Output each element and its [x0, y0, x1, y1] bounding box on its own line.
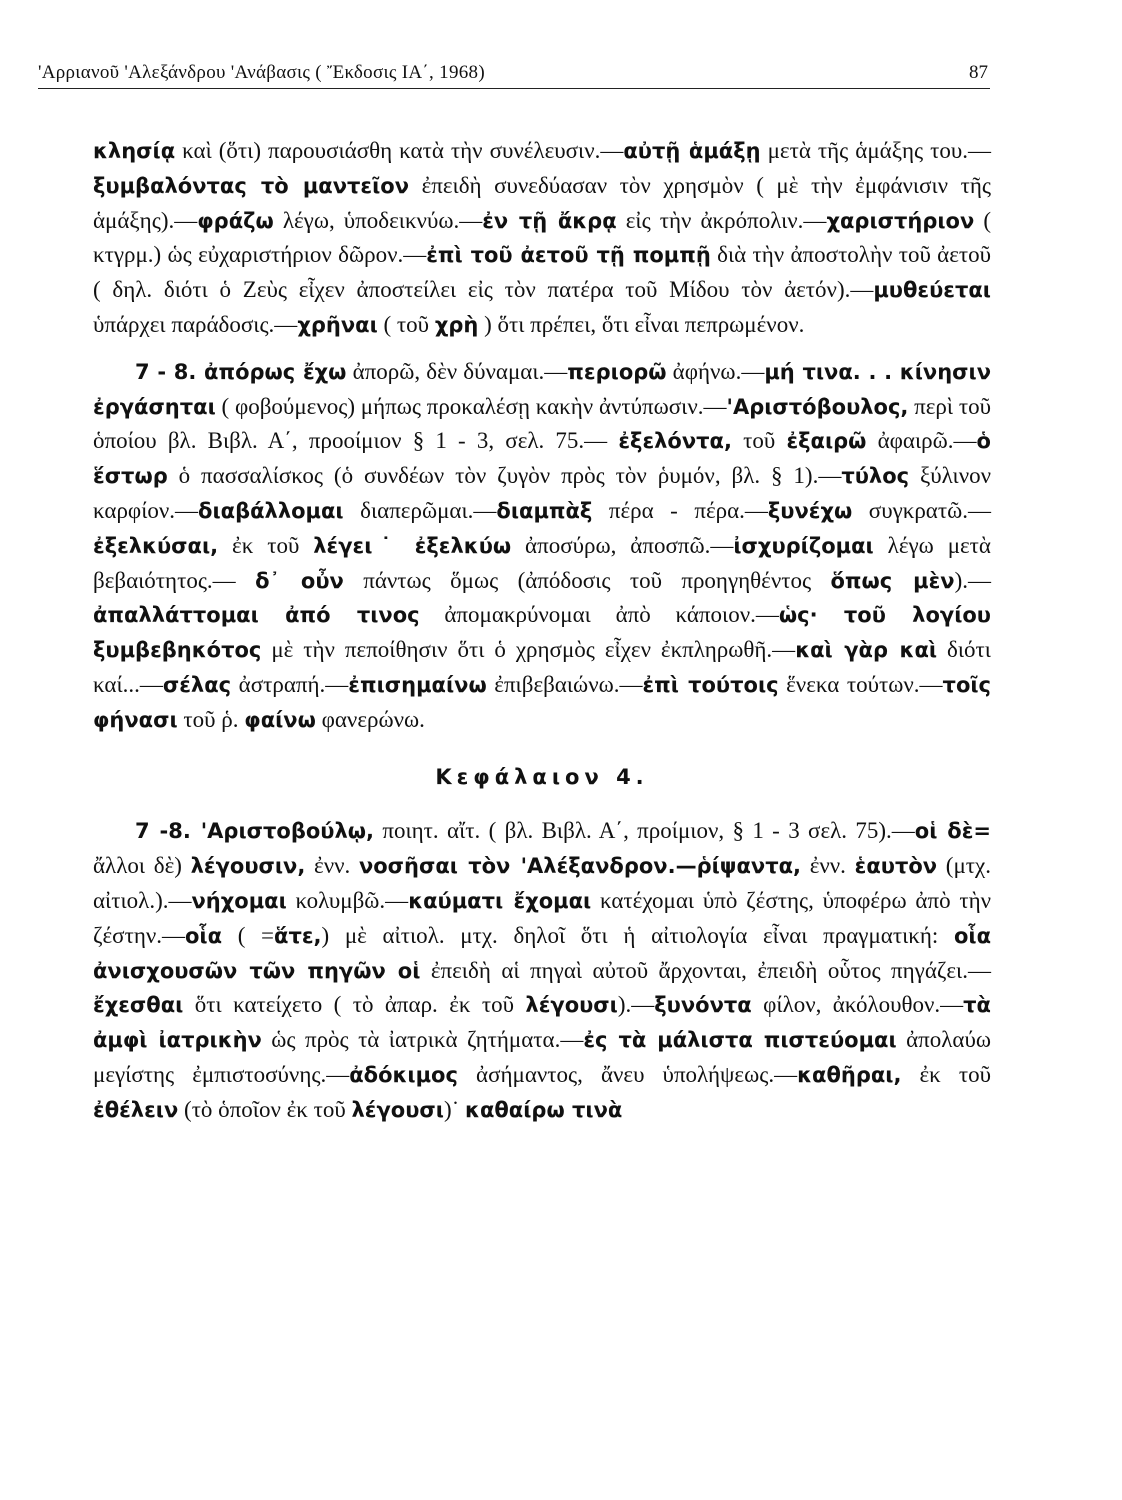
gloss-text: διὰ τὴν ἀποστολὴν τοῦ ἀετοῦ ( δηλ. διότι ὁ Ζεὺς εἶχεν ἀποστείλει εἰς τὸν πατέρα τοῦ Μίδου τὸν ἀετόν).— — [93, 242, 991, 303]
gloss-text: διότι καί...— — [93, 637, 991, 697]
lemma-term: ἐπὶ τοῦ ἀετοῦ τῇ πομπῇ — [426, 243, 711, 268]
gloss-text: ἀπορῶ, δὲν δύναμαι.— — [346, 358, 568, 384]
gloss-text: ἕνεκα τούτων.— — [778, 671, 943, 697]
gloss-text: συγκρατῶ.— — [852, 497, 991, 523]
lemma-term: ἐθέλειν — [93, 1097, 179, 1122]
chapter-heading: Κεφάλαιον 4. — [435, 764, 649, 789]
gloss-text: ἀσήμαντος, ἄνευ ὑπολήψεως.— — [457, 1061, 798, 1087]
gloss-text: πάντως ὅμως (ἀπόδοσις τοῦ προηγηθέντος — [343, 567, 831, 593]
gloss-text: τοῦ — [731, 428, 787, 454]
lemma-term: ἰσχυρίζομαι — [733, 533, 874, 558]
gloss-text: περὶ τοῦ ὁποίου βλ. Βιβλ. Α΄, προοίμιον § 1 - 3, σελ. 75.— — [93, 393, 991, 454]
lemma-term: δ᾽ οὖν — [255, 568, 344, 593]
lemma-term: τοῖς φήνασι — [93, 672, 992, 732]
gloss-text: ( = — [222, 922, 275, 948]
lemma-term: ἐπισημαίνω — [348, 672, 487, 697]
lemma-term: τὰ ἀμφὶ ἰατρικὴν — [93, 993, 991, 1053]
lemma-term: καθῆραι, — [797, 1062, 902, 1087]
lemma-term: οἷα — [185, 923, 223, 948]
lemma-term: μυθεύεται — [873, 278, 991, 303]
lemma-term: 'Αριστόβουλος, — [726, 394, 909, 419]
lemma-term: ἔχεσθαι — [93, 993, 184, 1018]
lemma-term: περιορῶ — [567, 359, 667, 384]
gloss-text: ἐνν. — [305, 853, 359, 879]
gloss-text: κολυμβῶ.— — [286, 887, 409, 913]
gloss-text: ἐκ τοῦ — [901, 1061, 991, 1087]
lemma-term: καθαίρω τινὰ — [465, 1097, 623, 1122]
gloss-text: ἀπολαύω μεγίστης ἐμπιστοσύνης.— — [93, 1027, 991, 1087]
gloss-text: ἐνν. — [801, 853, 855, 879]
gloss-text: ) ὅτι πρέπει, ὅτι εἶναι πεπρωμένον. — [478, 311, 805, 337]
lemma-term: καύματι ἔχομαι — [408, 888, 592, 913]
gloss-text: ὅτι κατείχετο ( τὸ ἀπαρ. ἐκ τοῦ — [183, 992, 526, 1018]
gloss-text: ὁ πασσαλίσκος (ὁ συνδέων τὸν ζυγὸν πρὸς τὸν ῥυμόν, βλ. § 1).— — [167, 463, 842, 489]
lemma-term: ἅτε, — [274, 923, 322, 948]
paragraph-section-7-8 — [93, 355, 991, 738]
gloss-text: μὲ τὴν πεποίθησιν ὅτι ὁ χρησμὸς εἶχεν ἐκπληρωθῆ.— — [261, 637, 796, 663]
lemma-term: ὅπως μὲν — [830, 568, 955, 593]
body-text — [93, 134, 991, 1128]
gloss-text: ἀποσύρω, ἀποσπῶ.— — [511, 532, 734, 558]
lemma-term: μή τινα. . . κίνησιν ἐργάσηται — [93, 359, 992, 419]
lemma-term: αὐτῇ ἁμάξῃ — [623, 139, 761, 163]
lemma-term: ξυνόντα — [654, 993, 752, 1018]
lemma-term: λέγουσι — [525, 993, 618, 1018]
gloss-text: ἐπειδὴ συνεδύασαν τὸν χρησμὸν ( μὲ τὴν ἐμφάνισιν τῆς ἁμάξης).— — [93, 172, 991, 233]
gloss-text: ἐπειδὴ αἱ πηγαὶ αὐτοῦ ἄρχονται, ἐπειδὴ οὗτος πηγάζει.— — [420, 957, 991, 983]
running-header — [38, 58, 990, 89]
gloss-text: λέγω μετὰ βεβαιότητος.— — [93, 532, 991, 593]
gloss-text: λέγω, ὑποδεικνύω.— — [273, 207, 483, 233]
gloss-text: ἀφήνω.— — [666, 358, 765, 384]
lemma-term: λέγει˙ ἐξελκύω — [313, 533, 512, 558]
lemma-term: ξυμβαλόντας τὸ μαντεῖον — [93, 173, 410, 198]
lemma-term: φράζω — [197, 208, 274, 233]
lemma-term: ἐξελκύσαι, — [93, 533, 219, 558]
lemma-term: ὡς· τοῦ λογίου ξυμβεβηκότος — [93, 603, 991, 663]
page-number: 87 — [969, 62, 988, 83]
gloss-text: ἄλλοι δὲ) — [93, 853, 191, 879]
gloss-text: ποιητ. αἴτ. ( βλ. Βιβλ. Α΄, προίμιον, § 1 - 3 σελ. 75).— — [374, 818, 915, 844]
gloss-text: ἀστραπή.— — [231, 671, 349, 697]
lemma-term: ὁ ἕστωρ — [93, 429, 991, 489]
gloss-text: μετὰ τῆς ἁμάξης του.— — [760, 138, 991, 163]
lemma-term: διαβάλλομαι — [198, 498, 344, 523]
paragraph-continuation — [93, 134, 991, 343]
gloss-text: ἐπιβεβαιώνω.— — [486, 671, 643, 697]
lemma-term: ἀδόκιμος — [349, 1062, 458, 1087]
lemma-term: 7 - 8. ἀπόρως ἔχω — [135, 359, 347, 384]
gloss-text: ( τοῦ — [377, 311, 435, 337]
gloss-text: ὡς πρὸς τὰ ἰατρικὰ ζητήματα.— — [261, 1027, 584, 1053]
lemma-term: χρῆναι — [297, 312, 378, 337]
gloss-text: κατέχομαι ὑπὸ ζέστης, ὑποφέρω ἀπὸ τὴν ζέστην.— — [93, 887, 992, 948]
lemma-term: τύλος — [841, 464, 910, 489]
gloss-text: ἀφαιρῶ.— — [866, 428, 977, 454]
running-title: 'Αρριανοῦ 'Αλεξάνδρου 'Ανάβασις ( Ἔκδοσις ΙΑ΄, 1968) — [38, 62, 485, 83]
gloss-text: καὶ (ὅτι) παρουσιάσθη κατὰ τὴν συνέλευσιν.— — [175, 138, 624, 163]
lemma-term: λέγουσι — [351, 1097, 444, 1122]
lemma-term: οἱ δὲ= — [914, 819, 992, 844]
lemma-term: ἐς τὰ μάλιστα πιστεύομαι — [583, 1028, 897, 1053]
gloss-text: ἀπομακρύνομαι ἀπὸ κάποιον.— — [419, 602, 779, 628]
gloss-text: ἐκ τοῦ — [218, 532, 314, 558]
lemma-term: ἐπὶ τούτοις — [642, 672, 779, 697]
lemma-term: λέγουσιν, — [190, 854, 306, 879]
gloss-text: διαπερῶμαι.— — [343, 497, 497, 523]
gloss-text: (τὸ ὁποῖον ἐκ τοῦ — [178, 1096, 352, 1122]
lemma-term: 7 -8. 'Αριστοβούλῳ, — [135, 819, 374, 844]
gloss-text: ξύλινον καρφίον.— — [93, 463, 992, 523]
lemma-term: φαίνω — [244, 707, 316, 732]
lemma-term: ἑαυτὸν — [854, 854, 938, 879]
gloss-text: )˙ — [443, 1096, 466, 1122]
lemma-term: σέλας — [162, 672, 232, 697]
lemma-term: χρὴ — [434, 312, 479, 337]
gloss-text: ( κτγρμ.) ὡς εὐχαριστήριον δῶρον.— — [93, 207, 992, 268]
lemma-term: κλησίᾳ — [93, 139, 176, 163]
gloss-text: (μτχ. αἰτιολ.).— — [93, 853, 991, 913]
gloss-text: πέρα - πέρα.— — [592, 497, 768, 523]
lemma-term: ἐξαιρῶ — [786, 429, 867, 454]
gloss-text: τοῦ ῥ. — [177, 706, 245, 732]
gloss-text: ) μὲ αἰτιολ. μτχ. δηλοῖ ὅτι ἡ αἰτιολογία εἶναι πραγματική: — [321, 922, 954, 948]
lemma-term: ἀπαλλάττομαι ἀπό τινος — [93, 603, 420, 628]
lemma-term: ξυνέχω — [767, 498, 853, 523]
lemma-term: νοσῆσαι τὸν 'Αλέξανδρον.—ῥίψαντα, — [358, 854, 802, 879]
gloss-text: εἰς τὴν ἀκρόπολιν.— — [616, 207, 827, 233]
gloss-text: ὑπάρχει παράδοσις.— — [93, 311, 298, 337]
lemma-term: ἐξελόντα, — [618, 429, 732, 454]
lemma-term: οἷα ἀνισχουσῶν τῶν πηγῶν οἱ — [93, 923, 991, 983]
gloss-text: φανερώνω. — [315, 706, 425, 732]
gloss-text: ).— — [617, 992, 655, 1018]
lemma-term: ἐν τῇ ἄκρᾳ — [482, 208, 617, 233]
paragraph-chapter-4-section-7-8 — [93, 814, 991, 1127]
lemma-term: νήχομαι — [191, 888, 287, 913]
gloss-text: φίλον, ἀκόλουθον.— — [751, 992, 964, 1018]
lemma-term: καὶ γὰρ καὶ — [795, 638, 938, 663]
lemma-term: χαριστήριον — [826, 208, 975, 233]
gloss-text: ).— — [954, 567, 991, 593]
lemma-term: διαμπὰξ — [496, 498, 593, 523]
gloss-text: ( φοβούμενος) μήπως προκαλέσῃ κακὴν ἀντύπωσιν.— — [215, 393, 727, 419]
